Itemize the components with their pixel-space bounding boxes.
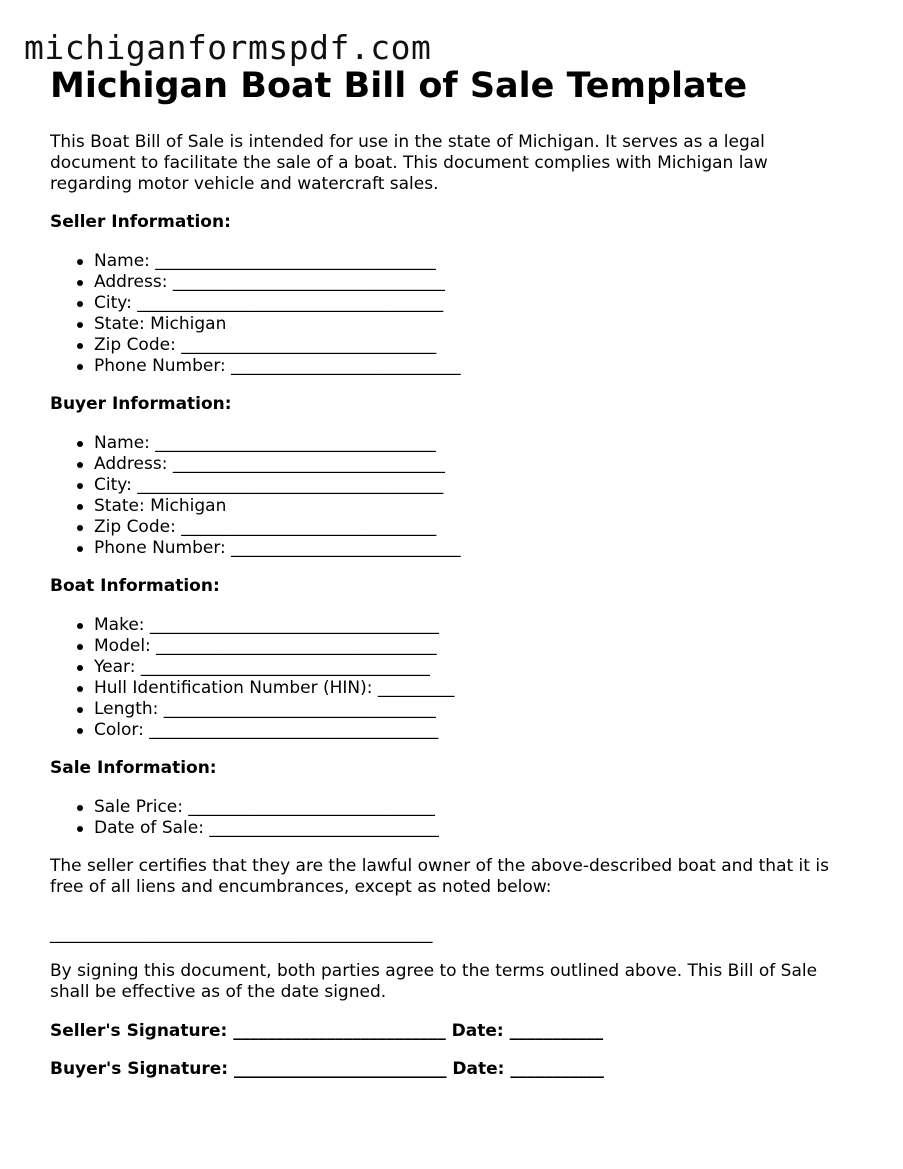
seller-zip-field: Zip Code: ______________________________ xyxy=(94,335,850,356)
site-watermark: michiganformspdf.com xyxy=(24,28,432,67)
buyer-city-field: City: ____________________________________ xyxy=(94,475,850,496)
seller-city-field: City: ____________________________________ xyxy=(94,293,850,314)
buyer-zip-field: Zip Code: ______________________________ xyxy=(94,517,850,538)
document-body xyxy=(50,64,850,1080)
buyer-name-field: Name: _________________________________ xyxy=(94,433,850,454)
agreement-paragraph: By signing this document, both parties agree to the terms outlined above. This Bill of Sale shall be effective as of the date signed. xyxy=(50,961,818,1002)
boat-make-field: Make: __________________________________ xyxy=(94,615,850,636)
buyer-signature-line: Buyer's Signature: _________________________ Date: ___________ xyxy=(50,1059,604,1079)
buyer-state-field: State: Michigan xyxy=(94,496,850,517)
seller-name-field: Name: _________________________________ xyxy=(94,251,850,272)
seller-state-field: State: Michigan xyxy=(94,314,850,335)
buyer-address-field: Address: ________________________________ xyxy=(94,454,850,475)
boat-length-field: Length: ________________________________ xyxy=(94,699,850,720)
boat-section-heading: Boat Information: xyxy=(50,576,220,596)
sale-date-field: Date of Sale: ___________________________ xyxy=(94,818,850,839)
buyer-phone-field: Phone Number: ___________________________ xyxy=(94,538,850,559)
seller-section-heading: Seller Information: xyxy=(50,212,231,232)
buyer-section-heading: Buyer Information: xyxy=(50,394,232,414)
boat-year-field: Year: __________________________________ xyxy=(94,657,850,678)
certification-paragraph: The seller certifies that they are the lawful owner of the above-described boat and that it is free of all liens and encumbrances, except as noted below: xyxy=(50,856,829,897)
boat-fields-list xyxy=(50,615,850,741)
buyer-fields-list xyxy=(50,433,850,559)
seller-fields-list xyxy=(50,251,850,377)
document-title: Michigan Boat Bill of Sale Template xyxy=(50,66,748,106)
seller-phone-field: Phone Number: ___________________________ xyxy=(94,356,850,377)
boat-hin-field: Hull Identification Number (HIN): _________ xyxy=(94,678,850,699)
sale-price-field: Sale Price: _____________________________ xyxy=(94,797,850,818)
boat-color-field: Color: __________________________________ xyxy=(94,720,850,741)
sale-fields-list xyxy=(50,797,850,839)
notes-blank-line: _____________________________________________ xyxy=(50,924,433,944)
seller-address-field: Address: ________________________________ xyxy=(94,272,850,293)
intro-paragraph: This Boat Bill of Sale is intended for use in the state of Michigan. It serves as a legal document to facilitate the sale of a boat. This document complies with Michigan law regarding motor vehicle and watercraft sales. xyxy=(50,132,768,194)
seller-signature-line: Seller's Signature: _________________________ Date: ___________ xyxy=(50,1021,604,1041)
boat-model-field: Model: _________________________________ xyxy=(94,636,850,657)
sale-section-heading: Sale Information: xyxy=(50,758,217,778)
